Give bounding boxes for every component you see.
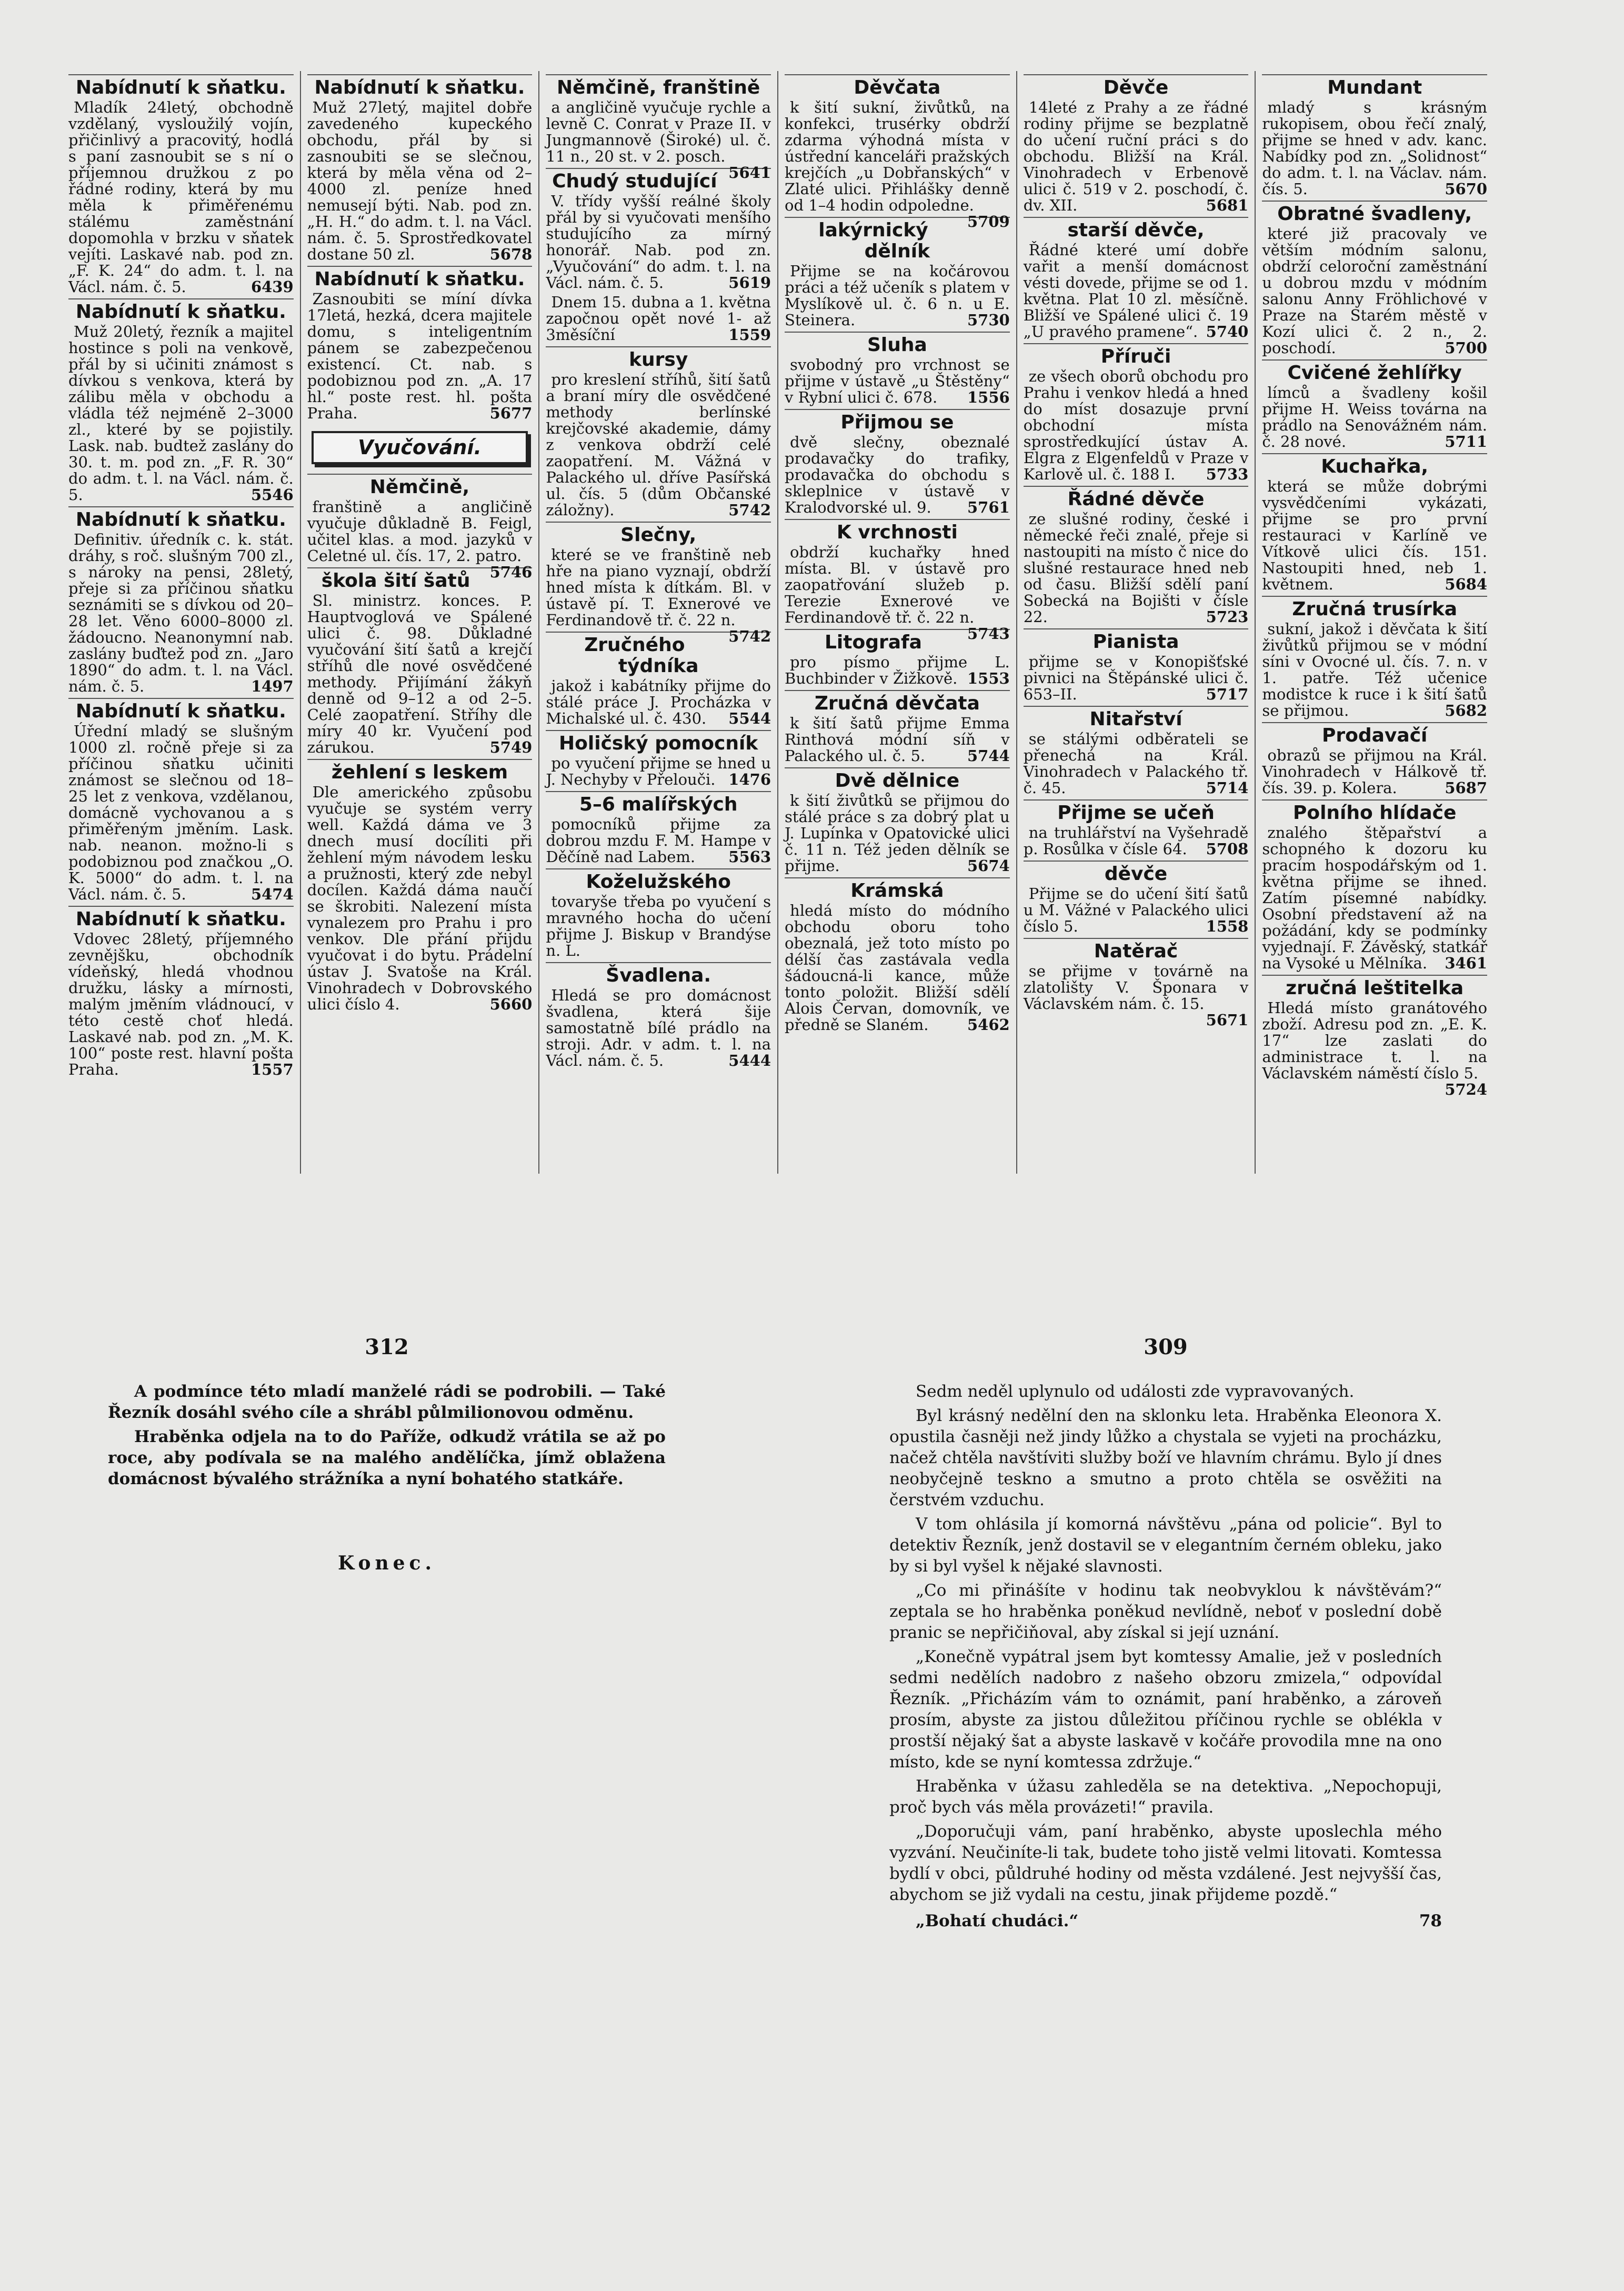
ad-title: škola šití šatů [307, 567, 533, 592]
ad-number: 5674 [967, 857, 1010, 875]
ad-column [539, 71, 778, 1174]
ad-number: 5743 [967, 625, 1010, 643]
classified-ad [1262, 359, 1487, 450]
ad-text [307, 593, 533, 756]
left-page [108, 1337, 666, 1574]
ad-text [1262, 385, 1487, 450]
ad-text [1262, 621, 1487, 719]
ad-text [1262, 226, 1487, 356]
classified-ad [1024, 74, 1249, 214]
end-marker: Konec. [337, 1552, 436, 1574]
ad-title: Nabídnutí k sňatku. [68, 698, 294, 722]
ad-number: 5681 [1206, 196, 1249, 214]
ad-number: 5677 [489, 404, 533, 422]
ad-body: Úřední mladý se slušným 1000 zl. ročně přeje si za příčinou sňatku učiniti známost se slečnou od 18–25 let z venkova, vzdělanou, domácně vychovanou a s přiměřeným jměním. Lask. nab. neanon. možno-li s podobiznou pod značkou „O. K. 5000“ do adm. t. l. na Václ. nám. č. 5. [68, 722, 294, 903]
ad-title: Děvčata [785, 74, 1010, 98]
ad-title: Nabídnutí k sňatku. [68, 74, 294, 98]
ad-number: 6439 [250, 278, 294, 296]
ad-text [546, 372, 771, 518]
classified-ad [1024, 861, 1249, 935]
ad-number: 5742 [728, 627, 771, 645]
classified-ad [785, 767, 1010, 874]
ad-body: Muž 20letý, řezník a majitel hostince s poli na venkově, přál by si učiniti známost s dívkou s venkova, která by zálibu měla v obchodu a vládla též nejméně 2–3000 zl., které by se pojistily. Lask. nab. budtež zaslány do 30. t. m. pod zn. „F. R. 30“ do adm. t. l. na Václ. nám. č. 5. [68, 323, 294, 504]
ad-number: 5714 [1206, 779, 1249, 797]
ad-title: Řádné děvče [1024, 486, 1249, 510]
ad-number: 5733 [1206, 465, 1249, 483]
ad-title: Švadlena. [546, 962, 771, 986]
classified-ad [1262, 722, 1487, 796]
classified-ad [546, 294, 771, 343]
classified-ad [785, 74, 1010, 231]
ad-body: které se ve franštině neb hře na piano vyznají, obdrží hned místa k dítkám. Bl. v ústavě pí. T. Exnerové ve Ferdinandově tř. č. 22 n. [546, 546, 771, 629]
ad-body: na truhlářství na Vyšehradě p. Rosůlka v čísle 64. [1023, 824, 1249, 858]
ad-title: Němčině, franštině [546, 74, 771, 98]
ad-body: po vyučení přijme se hned u J. Nechyby v Přelouči. [546, 754, 771, 788]
ad-title: zručná leštitelka [1262, 975, 1487, 999]
ad-column [778, 71, 1017, 1174]
classified-ad [1262, 799, 1487, 972]
ad-body: mladý s krásným rukopisem, obou řečí znalý, přijme se hned v adv. kanc. Nabídky pod zn. „Solidnost“ do adm. t. l. na Václav. nám. čís. 5. [1262, 98, 1488, 198]
classified-ad [546, 730, 771, 788]
ad-body: se přijme v továrně na zlatolišty V. Šponara v Václavském nám. č. 15. [1023, 962, 1249, 1013]
ad-text [68, 324, 294, 503]
classified-ad [1024, 217, 1249, 340]
ad-body: pro písmo přijme L. Buchbinder v Žižkově. [785, 653, 1010, 687]
ad-title: Dvě dělnice [785, 767, 1010, 792]
classified-ads-section [62, 71, 1493, 1174]
right-page [889, 1337, 1442, 1932]
paragraph: Byl krásný nedělní den na sklonku leta. Hraběnka Eleonora X. opustila časněji než jindy lůžko a chystala se vyjeti na procházku, načež chtěla navštíviti služby boží ve hlavním chrámu. Bylo jí dnes neobyčejně teskno a smutno a proto chtěla se osvěžiti na čerstvém vzduchu. [889, 1406, 1442, 1509]
ad-text [785, 357, 1010, 406]
ad-text [546, 816, 771, 865]
classified-ad [68, 698, 294, 903]
ad-text [1262, 999, 1488, 1098]
ad-number: 1556 [967, 388, 1010, 406]
ad-number: 5563 [728, 848, 771, 866]
classified-ad [1262, 975, 1488, 1098]
classified-ad [68, 506, 294, 695]
classified-ad [546, 868, 771, 959]
right-page-text [889, 1381, 1442, 1905]
ad-column [1256, 71, 1493, 1174]
classified-ad [1262, 453, 1487, 593]
ad-title: Nabídnutí k sňatku. [307, 74, 533, 98]
ad-number: 1497 [250, 677, 294, 695]
ad-body: Zasnoubiti se míní dívka 17letá, hezká, dcera majitele domu, s inteligentním pánem se zabezpečenou existencí. Ct. nab. s podobiznou pod zn. „A. 17 hl.“ poste rest. hl. pošta Praha. [307, 290, 533, 422]
ad-title: Prodavačí [1262, 722, 1487, 746]
ad-text [1262, 747, 1487, 796]
ad-body: dvě slečny, obeznalé prodavačky do trafiky, prodavačka do obchodu s skleplnice v ústavě v Kralodvorské ul. 9. [785, 433, 1010, 516]
classified-ad [546, 632, 771, 727]
ad-body: pomocníků přijme za dobrou mzdu F. M. Hampe v Děčíně nad Labem. [546, 815, 771, 866]
ad-number: 5444 [728, 1052, 771, 1069]
classified-ad [1023, 938, 1249, 1029]
ad-text [785, 98, 1010, 231]
ad-body: sukní, jakož i děvčata k šití živůtků přijmou se v módní síni v Ovocné ul. čís. 7. n. v 1. patře. Též učenice modistce k ruce i k šití šatů se přijmou. [1262, 620, 1488, 719]
ad-number: 5742 [728, 501, 771, 519]
ad-number: 5546 [250, 486, 294, 504]
ad-number: 5687 [1445, 779, 1488, 797]
ad-number: 5671 [1206, 1011, 1249, 1029]
ad-text [546, 193, 771, 291]
classified-ad [307, 567, 533, 756]
ad-body: Řádné které umí dobře vařit a menší domácnost vésti dovede, přijme se od 1. května. Plat 10 zl. měsíčně. Bližší ve Spálené ulici č. 19 „U pravého pramene“. [1023, 241, 1249, 341]
ad-text [1024, 99, 1249, 214]
classified-ad [1024, 799, 1249, 857]
ad-number: 5723 [1206, 608, 1249, 626]
ad-text [1024, 731, 1249, 796]
ad-text [1262, 825, 1487, 972]
ad-number: 5761 [967, 498, 1010, 516]
ad-body: Mladík 24letý, obchodně vzdělaný, vysloužilý vojín, přičinlivý a pracovitý, hodlá s paní zasnoubit se s ní o příjemnou družkou z po řádné rodiny, která by mu měla k přiměřenému stálému zaměstnání dopomohla v brzku v sňatek vejíti. Laskavé nab. pod zn. „F. K. 24“ do adm. t. l. na Václ. nám. č. 5. [68, 98, 294, 296]
ad-number: 5670 [1445, 180, 1488, 198]
paragraph: V tom ohlásila jí komorná návštěvu „pána od policie“. Byl to detektiv Řezník, jenž dostavil se v elegantním černém obleku, jako by si byl vyšel k nějaké slavnosti. [889, 1515, 1442, 1576]
ad-title: Nabídnutí k sňatku. [307, 266, 533, 290]
ad-body: k šití šatů přijme Emma Rinthová módní síň v Palackého ul. č. 5. [785, 714, 1010, 765]
ad-body: hledá místo do módního obchodu oboru toho obeznalá, jež toto místo po délší čas zastávala vedla šádoucná-li kance, může tonto položit. Bližší sdělí Alois Červan, domovník, ve předně se Slaném. [785, 902, 1010, 1034]
ad-text [785, 263, 1010, 328]
ad-number: 5544 [728, 709, 771, 727]
classified-ad [1262, 201, 1487, 356]
ad-body: franštině a angličině vyučuje důkladně B. Feigl, učitel klas. a mod. jazyků v Celetné ul. čís. 17, 2. patro. [307, 498, 533, 565]
ad-number: 1558 [1206, 917, 1249, 935]
classified-ad [307, 759, 533, 1013]
classified-ad [1262, 74, 1487, 197]
ad-number: 5749 [489, 738, 533, 756]
ad-title: Nitařství [1024, 706, 1249, 730]
paragraph: Sedm neděl uplynulo od události zde vypravovaných. [916, 1382, 1355, 1401]
paragraph: „Konečně vypátral jsem byt komtessy Amalie, jež v posledních sedmi nedělích nadobro z našeho obzoru zmizela,“ odpovídal Řezník. „Přicházím vám to oznámit, paní hraběnko, a zároveň prosím, abyste za jistou důležitou příčinou rychle se oblékla v prostší nějaký šat a abyste laskavě v kočáře provodila mne na ono místo, kde se nyní komtessa zdržuje.“ [889, 1647, 1442, 1772]
ad-text [785, 793, 1010, 874]
ad-body: límců a švadleny košil přijme H. Weiss továrna na prádlo na Senovážném nám. č. 28 nové. [1262, 384, 1488, 451]
footer-title: „Bohatí chudáci.“ [916, 1912, 1079, 1930]
ad-number: 5684 [1445, 575, 1488, 593]
ad-body: znalého štěpařství a schopného k dozoru ku pracím hospodářským od 1. května přijme se ihned. Zatím písemné nabídky. Osobní představení až na požádání, kdy se podmínky vyjednají. F. Závěský, statkář na Vysoké u Mělníka. [1262, 824, 1488, 972]
ad-text [68, 532, 294, 695]
classified-ad [546, 522, 771, 645]
classified-ad [785, 409, 1010, 516]
page-number: 312 [365, 1335, 409, 1359]
ad-text [1024, 654, 1249, 703]
classified-ad [68, 906, 294, 1078]
classified-ad [1024, 343, 1249, 483]
ad-number: 1559 [728, 326, 771, 344]
ad-text [546, 894, 771, 959]
ad-title: Holičský pomocník [546, 730, 771, 754]
ad-body: k šití živůtků se přijmou do stálé práce s za dobrý plat u J. Lupínka v Opatovické ulici č. 11 n. Též jeden dělník se přijme. [785, 792, 1010, 875]
ad-body: které již pracovaly ve větším módním salonu, obdrží celoroční zaměstnání u dobrou mzdu v módním salonu Anny Fröhlichové v Praze na Starém městě v Kozí ulici č. 2 n., 2. poschodí. [1262, 225, 1488, 357]
paragraph: Hraběnka v úžasu zahleděla se na detektiva. „Nepochopuji, proč bych vás měla provázeti!“ pravila. [889, 1777, 1442, 1817]
ad-number: 5678 [489, 245, 533, 263]
ad-body: Muž 27letý, majitel dobře zavedeného kupeckého obchodu, přál by si zasnoubiti se se slečnou, která by měla věna od 2–4000 zl. peníze hned nemusejí býti. Nab. pod zn. „H. H.“ do adm. t. l. na Václ. nám. č. 5. Sprostředkovatel dostane 50 zl. [307, 98, 533, 263]
ad-body: 14leté z Prahy a ze řádné rodiny přijme se bezplatně do učení ruční práci s do obchodu. Bližší na Král. Vinohradech v Erbenově ulici č. 519 v 2. poschodí, č. dv. XII. [1023, 98, 1249, 214]
classified-ad [1024, 706, 1249, 796]
page-footer [889, 1910, 1442, 1932]
ad-column [1017, 71, 1256, 1174]
ad-title: Koželužského [546, 868, 771, 893]
classified-ad [1262, 596, 1487, 719]
ad-title: Přijme se učeň [1024, 799, 1249, 824]
ad-title: Zručného týdníka [546, 632, 771, 677]
ad-text [1262, 99, 1487, 197]
ad-text [785, 715, 1010, 764]
ad-title: Zručná trusírka [1262, 596, 1487, 620]
ad-number: 1557 [250, 1061, 294, 1078]
ad-title: Příruči [1024, 343, 1249, 367]
ad-title: Zručná děvčata [785, 690, 1010, 714]
page-number: 309 [1144, 1335, 1188, 1359]
ad-text [546, 294, 771, 343]
ad-title: žehlení s leskem [307, 759, 533, 783]
classified-ad [68, 298, 294, 503]
ad-body: k šití sukní, živůtků, na konfekci, trusérky obdrží zdarma výhodná místa v ústřední kanceláři pražských krejčích „u Dobřanských“ v Zlaté ulici. Přihlášky denně od 1–4 hodin odpoledne. [785, 98, 1010, 214]
classified-ad [546, 168, 771, 291]
ad-title: Sluha [785, 332, 1010, 356]
ad-number: 5660 [489, 995, 533, 1013]
ad-text [546, 546, 771, 645]
ad-body: Přijme se do učení šití šatů u M. Vážné v Palackého ulici číslo 5. [1023, 885, 1249, 935]
section-banner: Vyučování. [312, 431, 528, 464]
classified-ad [785, 877, 1010, 1033]
ad-number: 5746 [489, 563, 533, 581]
classified-ad [785, 217, 1010, 328]
ad-title: Obratné švadleny, [1262, 201, 1487, 225]
ad-body: Dnem 15. dubna a 1. května započnou opět nové 1- až 3měsíční [546, 293, 771, 344]
ad-title: Chudý studující [546, 168, 771, 192]
ad-title: Natěrač [1024, 938, 1249, 962]
ad-number: 1476 [728, 771, 771, 788]
ad-number: 5700 [1445, 339, 1488, 357]
ad-body: Sl. ministrz. konces. P. Hauptvoglová ve Spálené ulici č. 98. Důkladné vyučování šití šatů a krejčí stříhů dle nové osvědčené methody. Přijímání žákyň denně od 9–12 a od 2–5. Celé zaopatření. Stříhy dle míry 40 kr. Vyučení pod zárukou. [307, 592, 533, 756]
ad-text [1024, 825, 1249, 857]
ad-title: Polního hlídače [1262, 799, 1487, 824]
paragraph: „Doporučuji vám, paní hraběnko, abyste uposlechla mého vyzvání. Neučiníte-li tak, budete toho jistě velmi litovati. Komtessa bydlí v obci, půldruhé hodiny od města vzdálené. Jest nejvyšší čas, abychom se již vydali na cestu, jinak přijdeme pozdě.“ [889, 1822, 1442, 1904]
ad-text [307, 291, 533, 422]
ad-number: 5744 [967, 747, 1010, 765]
ad-title: Pianista [1024, 628, 1249, 653]
ad-title: Krámská [785, 877, 1010, 902]
ad-column [301, 71, 540, 1174]
ad-title: Slečny, [546, 522, 771, 546]
ad-text [1024, 511, 1249, 625]
ad-body: pro kreslení stříhů, šití šatů a braní míry dle osvědčené methody berlínské krejčovské akademie, dámy z venkova obdrží celé zaopatření. M. Vážná v Palackého ul. dříve Pasířská ul. čís. 5 (dům Občanské záložny). [546, 371, 771, 519]
ad-title: Nabídnutí k sňatku. [68, 506, 294, 531]
ad-text [1024, 242, 1249, 340]
ad-body: Vdovec 28letý, příjemného zevnějšku, obchodník vídeňský, hledá vhodnou družku, lásky a mírnosti, malým jměním vládnoucí, v této cestě choť hledá. Laskavé nab. pod zn. „M. K. 100“ poste rest. hlavní pošta Praha. [68, 930, 294, 1078]
left-page-text [108, 1381, 666, 1489]
ad-title: Litografa [785, 629, 1010, 653]
ad-title: 5–6 malířských [546, 791, 771, 815]
ad-body: Definitiv. úředník c. k. stát. dráhy, s roč. slušným 700 zl., s nároky na pensi, 28letý, přeje si za příčinou sňatku seznámiti se s dívkou od 20–28 let. Věno 6000–8000 zl. žádoucno. Neanonymní nab. zaslány buďtež pod zn. „Jaro 1890“ do adm. t. l. na Václ. nám. č. 5. [68, 531, 294, 695]
ad-body: přijme se v Konopišťské pivnici na Štěpánské ulici č. 653–II. [1023, 653, 1249, 703]
ad-text [785, 903, 1010, 1033]
ad-body: Hledá místo granátového zboží. Adresu pod zn. „E. K. 17“ lze zaslati do administrace t. l. na Václavském náměstí číslo 5. [1262, 999, 1488, 1082]
ad-text [785, 654, 1010, 687]
classified-ad [785, 690, 1010, 764]
ad-number: 5740 [1206, 323, 1249, 341]
ad-text [546, 987, 771, 1069]
ad-body: svobodný pro vrchnost se přijme v ústavě „u Štěstěny“ v Rybní ulici č. 678. [785, 356, 1010, 406]
ad-column [62, 71, 301, 1174]
ad-text [546, 755, 771, 788]
ad-number: 5682 [1445, 702, 1488, 719]
ad-body: Dle amerického způsobu vyučuje se systém verry well. Každá dáma ve 3 dnech musí docíliti při žehlení mým návodem lesku a pružnosti, který zde nebyl docílen. Každá dáma naučí se škrobiti. Nalezení místa vynalezem pro Prahu i pro venkov. Dle přání přijdu vyučovat i do bytu. Prádelní ústav J. Svatoše na Král. Vinohradech v Dobrovského ulici číslo 4. [307, 783, 533, 1013]
classified-ad [1024, 628, 1249, 703]
ad-title: Přijmou se [785, 409, 1010, 433]
ad-title: Nabídnutí k sňatku. [68, 298, 294, 323]
ad-text [1024, 886, 1249, 935]
ad-body: obrazů se přijmou na Král. Vinohradech v Hálkově tř. čís. 39. p. Kolera. [1262, 746, 1488, 797]
ad-body: jakož i kabátníky přijme do stálé práce J. Procházka v Michalské ul. č. 430. [546, 677, 771, 727]
ad-number: 5724 [1445, 1081, 1488, 1098]
classified-ad [1024, 486, 1249, 625]
ad-body: V. třídy vyšší reálné školy přál by si vyučovati menšího studujícího za mírný honorář. Nab. pod zn. „Vyučování“ do adm. t. l. na Václ. nám. č. 5. [546, 192, 771, 292]
classified-ad [307, 266, 533, 422]
classified-ad [785, 332, 1010, 406]
ad-title: děvče [1024, 861, 1249, 885]
ad-number: 1553 [967, 669, 1010, 687]
ad-text [307, 99, 533, 263]
classified-ad [307, 74, 533, 263]
footer-page-number: 78 [1419, 1912, 1442, 1930]
ad-number: 5708 [1206, 840, 1249, 858]
classified-ad [546, 791, 771, 865]
classified-ad [546, 962, 771, 1069]
ad-body: ze všech oborů obchodu pro Prahu i venkov hledá a hned do míst dosazuje první obchodní místa sprostředkující ústav A. Elgra z Elgenfeldů v Praze v Karlově ul. č. 188 I. [1023, 367, 1249, 483]
ad-number: 5619 [728, 274, 771, 292]
ad-number: 5474 [250, 885, 294, 903]
ad-text [307, 784, 533, 1013]
ad-body: a angličině vyučuje rychle a levně C. Conrat v Praze II. v Jungmannově (Široké) ul. č. 11 n., 20 st. v 2. posch. [546, 98, 771, 165]
ad-body: která se může dobrými vysvědčeními vykázati, přijme se pro první restauraci v Karlíně ve Vítkově ulici čís. 151. Nastoupiti hned, neb 1. květnem. [1262, 477, 1488, 593]
ad-number: 5641 [728, 164, 771, 182]
ad-text [68, 931, 294, 1078]
ad-text [1262, 478, 1487, 593]
ad-title: Němčině, [307, 474, 533, 498]
ad-body: se stálými odběrateli se přenechá na Král. Vinohradech v Palackého tř. č. 45. [1023, 730, 1249, 797]
ad-title: Nabídnutí k sňatku. [68, 906, 294, 930]
ad-text [1023, 962, 1249, 1029]
ad-text [1024, 368, 1249, 483]
ad-body: tovaryše třeba po vyučení s mravného hocha do učení přijme J. Biskup v Brandýse n. L. [546, 893, 771, 959]
ad-body: obdrží kuchařky hned místa. Bl. v ústavě pro zaopatřování služeb p. Terezie Exnerové ve Ferdinandově tř. č. 22 n. [785, 543, 1010, 626]
ad-number: 5462 [967, 1016, 1010, 1034]
ad-title: Děvče [1024, 74, 1249, 98]
classified-ad [546, 346, 771, 518]
paragraph: A podmínce této mladí manželé rádi se podrobili. — Také Řezník dosáhl svého cíle a shrábl půlmilionovou odměnu. [108, 1382, 666, 1422]
ad-text [785, 434, 1010, 516]
ad-text [546, 678, 771, 727]
ad-title: lakýrnický dělník [785, 217, 1010, 262]
ad-title: K vrchnosti [785, 519, 1010, 543]
ad-number: 3461 [1445, 954, 1488, 972]
paragraph: Hraběnka odjela na to do Paříže, odkudž vrátila se až po roce, aby podívala se na malého andělíčka, jímž oblažena domácnost bývalého strážníka a nyní bohatého statkáře. [108, 1427, 666, 1488]
ad-title: starší děvče, [1024, 217, 1249, 241]
ad-title: kursy [546, 346, 771, 371]
paragraph: „Co mi přinášíte v hodinu tak neobvyklou k návštěvám?“ zeptala se ho hraběnka poněkud nevlídně, neboť v poslední době pranic se nepřičiňoval, aby získal si její uznání. [889, 1581, 1442, 1642]
ad-body: Přijme se na kočárovou práci a též učeník s platem v Myslíkově ul. č. 6 n. u E. Steinera. [785, 262, 1010, 329]
ad-title: Cvičené žehlířky [1262, 359, 1487, 384]
ad-number: 5730 [967, 311, 1010, 329]
ad-title: Mundant [1262, 74, 1487, 98]
ad-number: 5717 [1206, 685, 1249, 703]
ad-text [68, 723, 294, 903]
ad-number: 5711 [1445, 433, 1488, 451]
ad-text [68, 99, 294, 295]
ad-body: Hledá se pro domácnost švadlena, která šije samostatně bílé prádlo na stroji. Adr. v adm. t. l. na Václ. nám. č. 5. [546, 986, 771, 1069]
ad-number: 5709 [967, 213, 1010, 231]
classified-ad [68, 74, 294, 295]
ad-title: Kuchařka, [1262, 453, 1487, 477]
ad-body: ze slušné rodiny, české i německé řeči znalé, přeje si nastoupiti na místo č nice do slušné restaurace hned neb od času. Bližší sdělí paní Sobecká na Bojišti v čísle 22. [1023, 510, 1249, 626]
